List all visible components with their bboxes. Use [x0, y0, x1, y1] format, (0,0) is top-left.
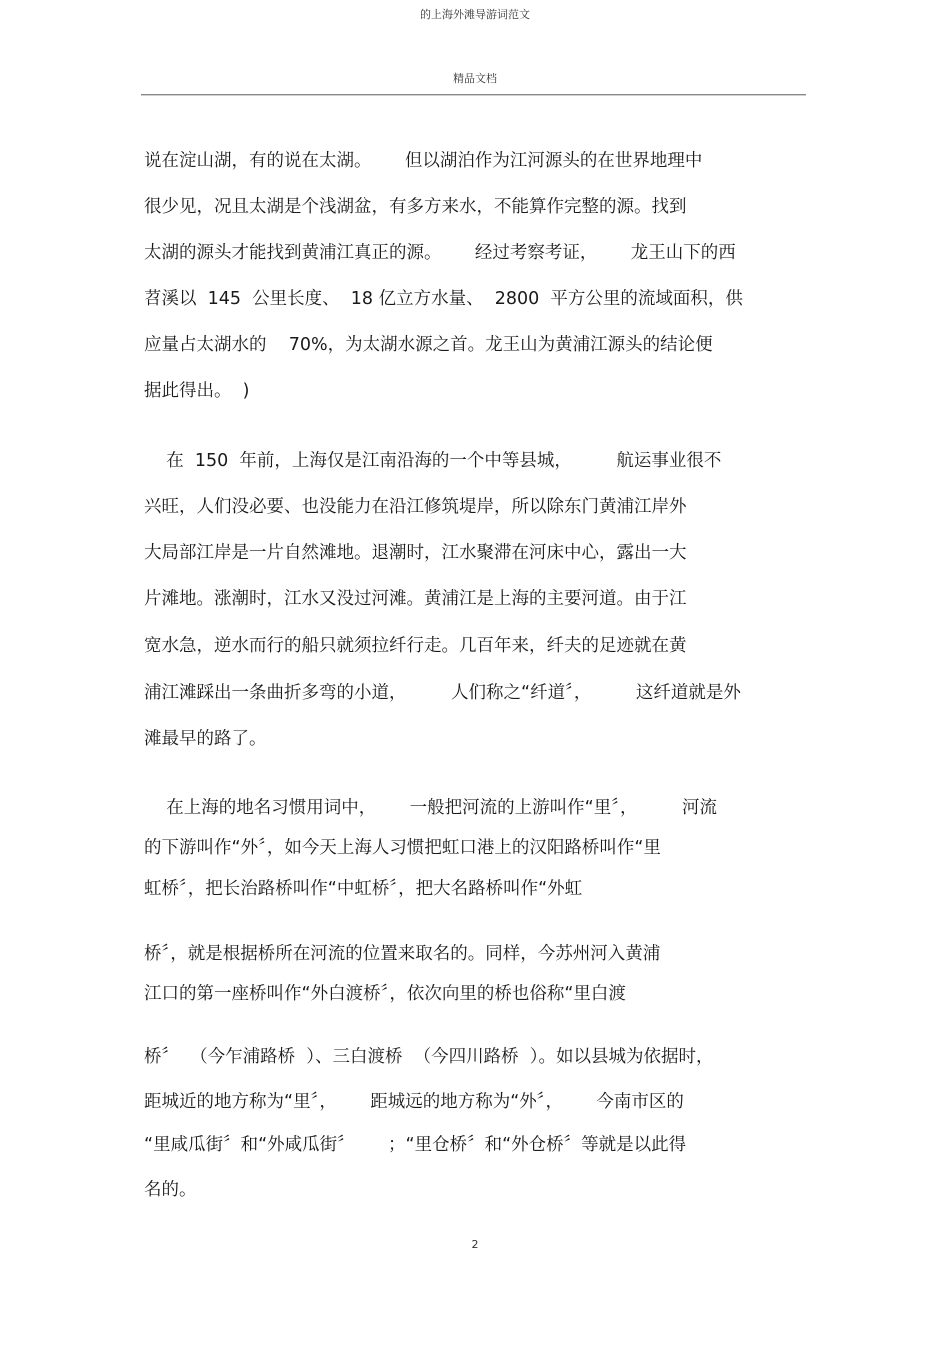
text-line: 的下游叫作“外〞，如今天上海人习惯把虹口港上的汉阳路桥叫作“里	[144, 838, 661, 858]
text-line: 浦江滩踩出一条曲折多弯的小道， 人们称之“纤道〞， 这纤道就是外	[144, 683, 741, 703]
text-line: 在上海的地名习惯用词中， 一般把河流的上游叫作“里〞， 河流	[144, 798, 717, 818]
text-line: 苕溪以 145 公里长度、 18 亿立方水量、 2800 平方公里的流域面积，供	[144, 289, 743, 309]
document-subtitle: 精品文档	[453, 72, 497, 85]
text-line: 桥〞，就是根据桥所在河流的位置来取名的。同样，今苏州河入黄浦	[144, 944, 661, 964]
text-line: 很少见，况且太湖是个浅湖盆，有多方来水，不能算作完整的源。找到	[144, 197, 687, 217]
text-line: 桥〞 （今乍浦路桥 ）、三白渡桥 （今四川路桥 ）。如以县城为依据时，	[144, 1047, 714, 1067]
text-line: 据此得出。 )	[144, 381, 250, 401]
text-line: 距城近的地方称为“里〞， 距城远的地方称为“外〞， 今南市区的	[144, 1092, 684, 1112]
page-number: 2	[471, 1238, 479, 1251]
text-line: 太湖的源头才能找到黄浦江真正的源。 经过考察考证， 龙王山下的西	[144, 243, 736, 263]
text-line: 兴旺，人们没必要、也没能力在沿江修筑堤岸，所以除东门黄浦江岸外	[144, 497, 687, 517]
text-line: 滩最早的路了。	[144, 729, 267, 749]
text-line: 在 150 年前，上海仅是江南沿海的一个中等县城， 航运事业很不	[144, 451, 722, 471]
text-line: 应量占太湖水的 70%，为太湖水源之首。龙王山为黄浦江源头的结论便	[144, 335, 713, 355]
header-divider	[141, 94, 806, 95]
text-line: 名的。	[144, 1180, 197, 1200]
text-line: 江口的第一座桥叫作“外白渡桥〞，依次向里的桥也俗称“里白渡	[144, 984, 626, 1004]
text-line: 宽水急，逆水而行的船只就须拉纤行走。几百年来，纤夫的足迹就在黄	[144, 636, 687, 656]
text-line: 说在淀山湖，有的说在太湖。 但以湖泊作为江河源头的在世界地理中	[144, 151, 703, 171]
text-line: 虹桥〞，把长治路桥叫作“中虹桥〞，把大名路桥叫作“外虹	[144, 879, 583, 899]
text-line: 大局部江岸是一片自然滩地。退潮时，江水聚滞在河床中心，露出一大	[144, 543, 687, 563]
text-line: “里咸瓜街〞和“外咸瓜街〞 ；“里仓桥〞和“外仓桥〞等就是以此得	[144, 1135, 687, 1155]
text-line: 片滩地。涨潮时，江水又没过河滩。黄浦江是上海的主要河道。由于江	[144, 589, 687, 609]
document-title: 的上海外滩导游词范文	[420, 8, 530, 21]
